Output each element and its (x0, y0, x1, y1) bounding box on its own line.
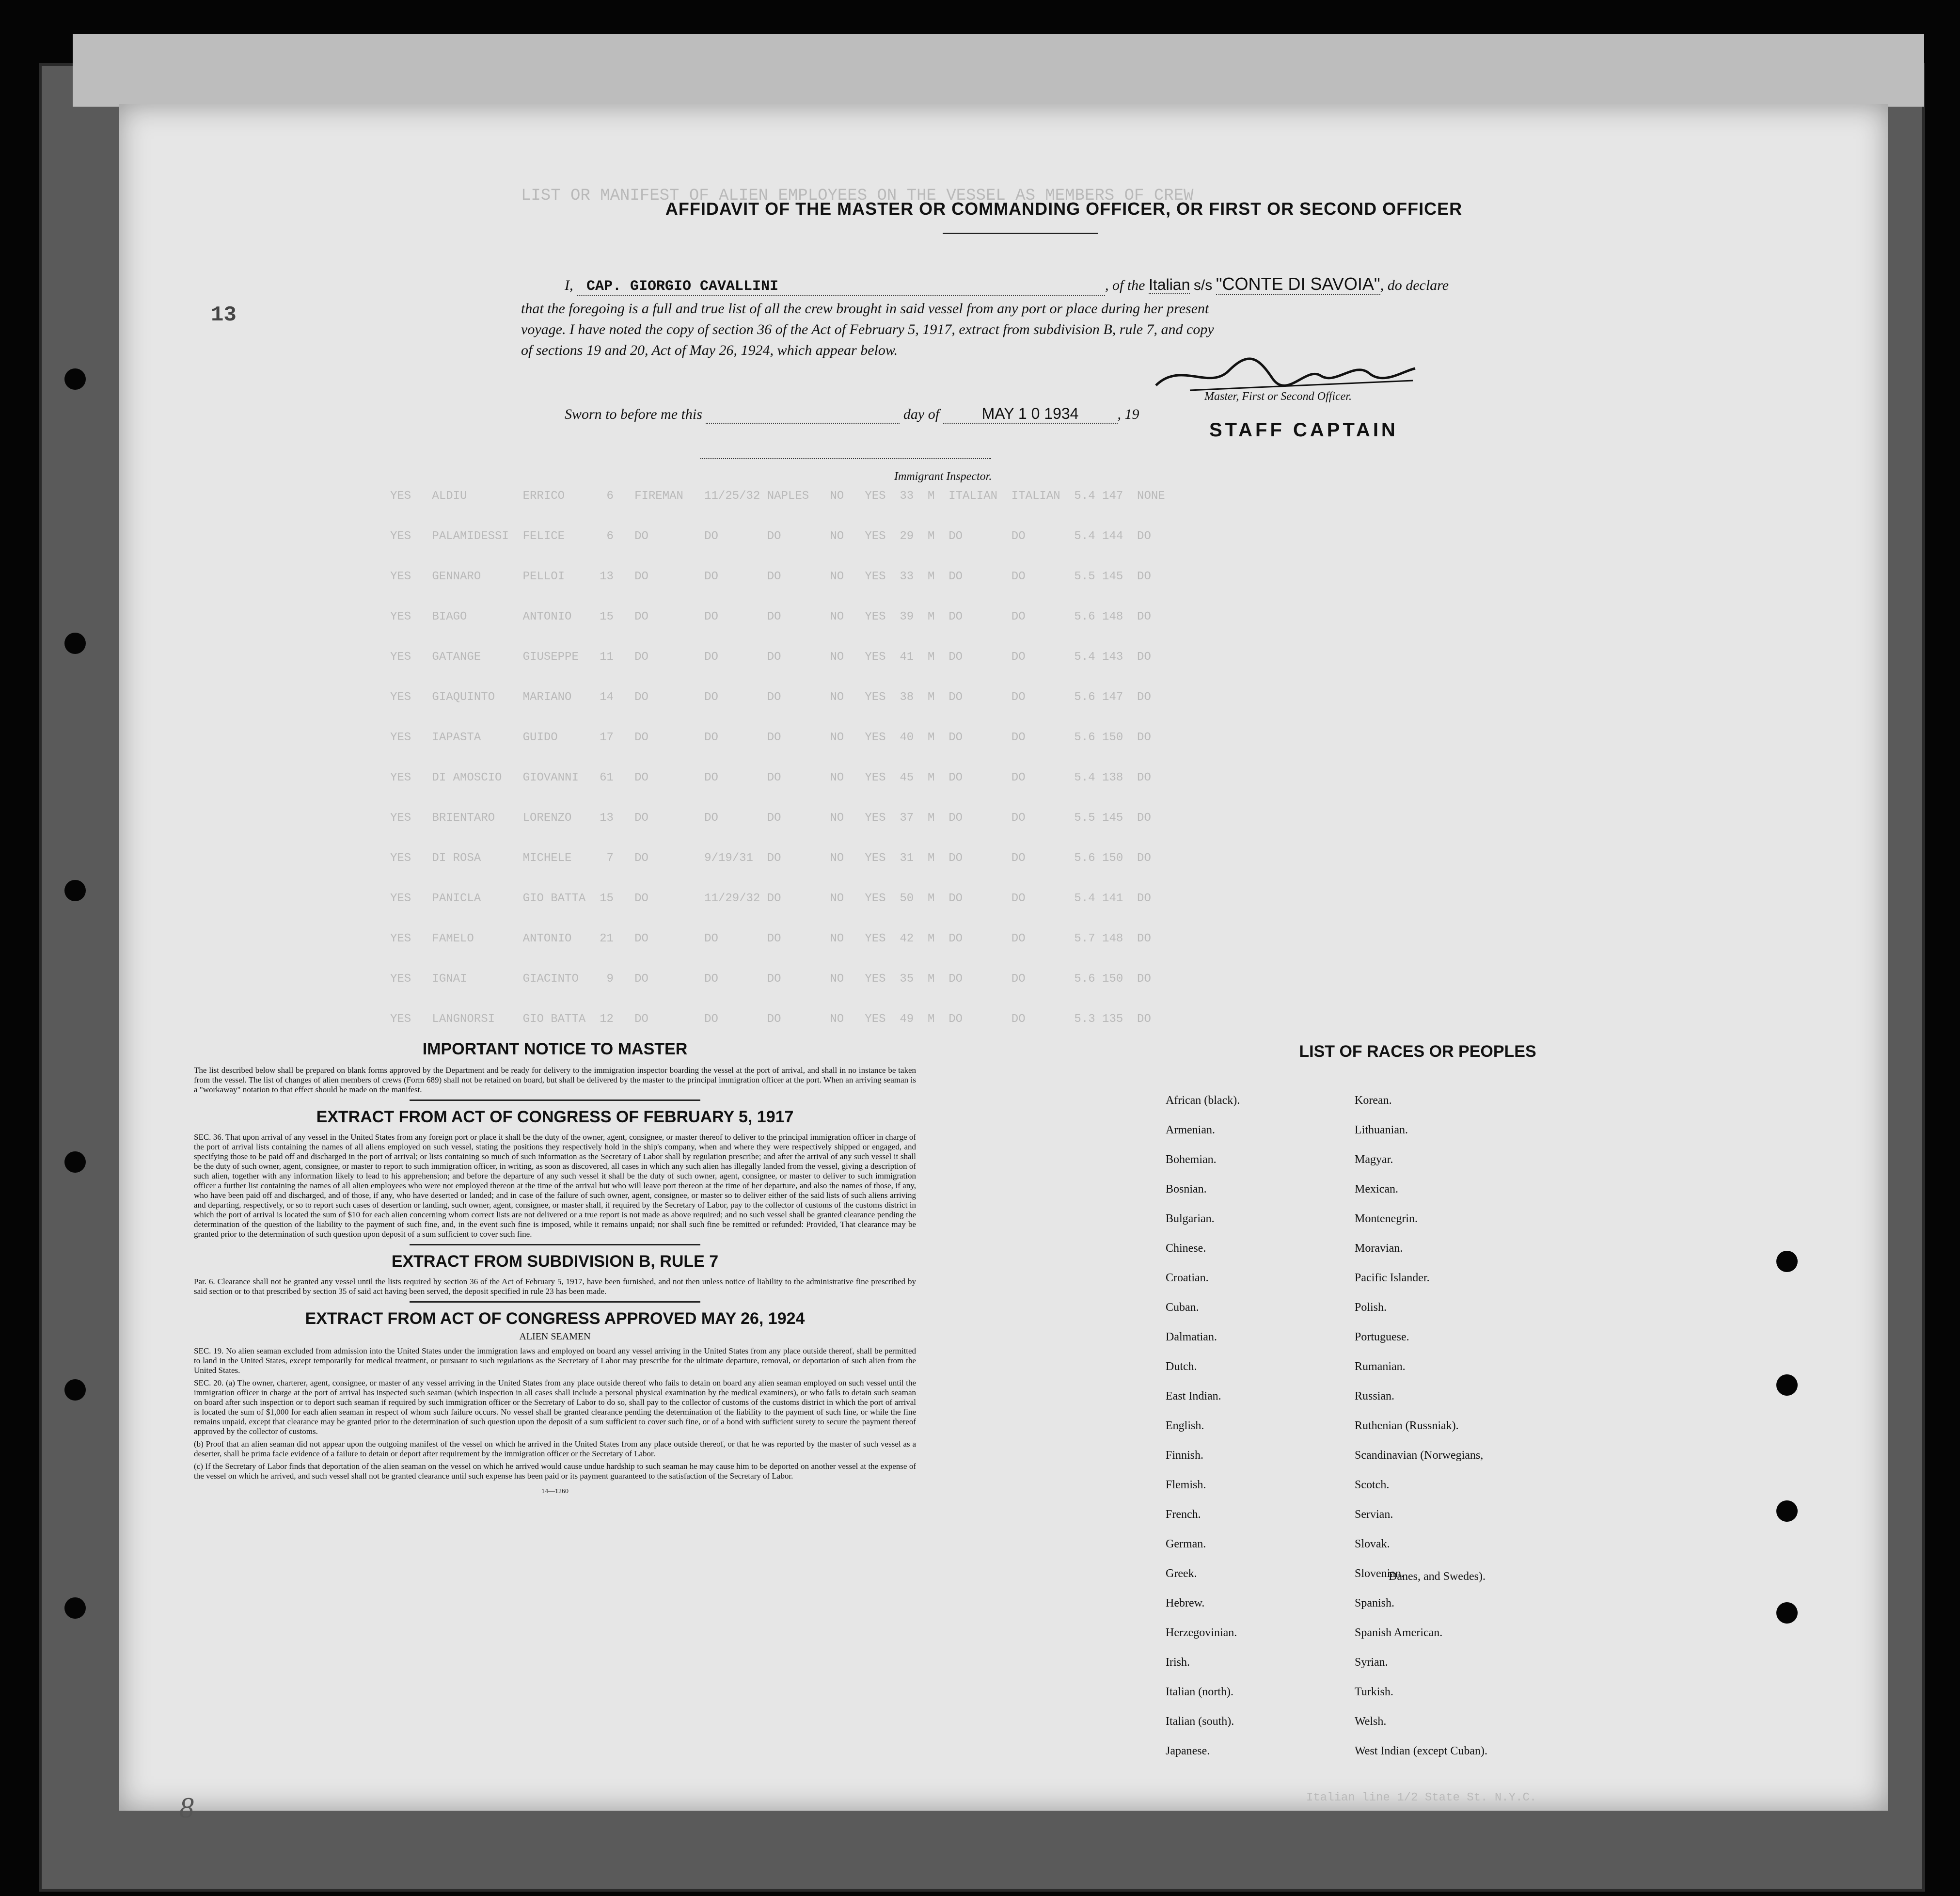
punch-hole (64, 880, 86, 901)
date-stamp: MAY 1 0 1934 (943, 405, 1118, 424)
race-item: Croatian. (1166, 1272, 1209, 1284)
notice-column (194, 1040, 916, 1496)
vessel-name: "CONTE DI SAVOIA" (1216, 274, 1380, 294)
race-item: Finnish. (1166, 1449, 1204, 1462)
punch-hole (64, 1379, 86, 1401)
bleed-row: YES GATANGE GIUSEPPE 11 DO DO DO NO YES 41 M DO DO 5.4 143 DO (390, 651, 1151, 664)
rule7-text: Par. 6. Clearance shall not be granted any vessel until the lists required by section 36 of the Act of February 5, 1917, have been furnished, and not then unless notice of liability to the administrative fine prescribed by said section or to that prescribed by section 35 of said act having been served, the deposit specified in rule 23 has been made. (194, 1277, 916, 1296)
bleed-row: YES GENNARO PELLOI 13 DO DO DO NO YES 33 M DO DO 5.5 145 DO (390, 570, 1151, 583)
race-item: Bosnian. (1166, 1183, 1207, 1195)
race-item: Spanish. (1355, 1597, 1395, 1609)
pencil-mark: 8 (179, 1792, 194, 1824)
punch-hole (64, 1597, 86, 1619)
race-item: French. (1166, 1508, 1201, 1521)
race-item: Hebrew. (1166, 1597, 1205, 1609)
bleed-rows (390, 490, 1844, 1053)
bleed-row: YES DI AMOSCIO GIOVANNI 61 DO DO DO NO YES 45 M DO DO 5.4 138 DO (390, 771, 1151, 784)
race-item: Cuban. (1166, 1301, 1199, 1314)
race-item: Portuguese. (1355, 1331, 1409, 1343)
race-item: Mexican. (1355, 1183, 1398, 1195)
nationality: Italian (1149, 276, 1190, 293)
alien-seamen-subtitle: ALIEN SEAMEN (519, 1331, 591, 1342)
race-item: Syrian. (1355, 1656, 1388, 1669)
race-item: Rumanian. (1355, 1360, 1406, 1373)
margin-number: 13 (211, 303, 237, 327)
race-scandinavian-cont: Danes, and Swedes). (1389, 1570, 1486, 1583)
race-item: English. (1166, 1419, 1204, 1432)
race-item: Korean. (1355, 1094, 1392, 1107)
races-left-column (1166, 1094, 1369, 1774)
race-item: East Indian. (1166, 1390, 1221, 1402)
bleed-row: YES IAPASTA GUIDO 17 DO DO DO NO YES 40 M DO DO 5.6 150 DO (390, 731, 1151, 744)
race-item: Italian (south). (1166, 1715, 1234, 1728)
race-item: Chinese. (1166, 1242, 1206, 1255)
sworn-label: Sworn to before me this (565, 406, 702, 422)
bleed-row: YES BIAGO ANTONIO 15 DO DO DO NO YES 39 M DO DO 5.6 148 DO (390, 610, 1151, 623)
race-item: African (black). (1166, 1094, 1240, 1107)
bleed-row: YES GIAQUINTO MARIANO 14 DO DO DO NO YES 38 M DO DO 5.6 147 DO (390, 691, 1151, 704)
day-blank (706, 406, 900, 424)
race-item: German. (1166, 1538, 1206, 1550)
inspector-caption: Immigrant Inspector. (894, 470, 992, 483)
race-item: Herzegovinian. (1166, 1626, 1237, 1639)
day-of: day of (903, 406, 940, 422)
punch-hole (64, 368, 86, 390)
punch-hole (1776, 1500, 1798, 1522)
race-item: Dalmatian. (1166, 1331, 1217, 1343)
race-item: Montenegrin. (1355, 1212, 1418, 1225)
race-item: Armenian. (1166, 1124, 1215, 1136)
punch-hole (64, 1151, 86, 1173)
race-item: Turkish. (1355, 1686, 1393, 1698)
extract-1924-title: EXTRACT FROM ACT OF CONGRESS APPROVED MAY 26, 1924 (305, 1309, 805, 1328)
race-item: Slovak. (1355, 1538, 1390, 1550)
notice-text: The list described below shall be prepared on blank forms approved by the Department and be ready for delivery to the immigration inspector boarding the vessel at the port of arrival, and shall in no instance be taken from the vessel. The list of changes of alien members of crews (Form 689) shall not be retained on board, but shall be delivered by the master to the principal immigration officer at the port. When an arriving seaman is a "workaway" notation to that effect should be made on the manifest. (194, 1066, 916, 1094)
punch-hole (1776, 1602, 1798, 1624)
race-item: Spanish American. (1355, 1626, 1443, 1639)
bleed-row: YES PANICLA GIO BATTA 15 DO 11/29/32 DO NO YES 50 M DO DO 5.4 141 DO (390, 892, 1151, 905)
race-item: Dutch. (1166, 1360, 1197, 1373)
of-the: , of the (1105, 277, 1145, 293)
divider (410, 1099, 700, 1101)
race-item: Scandinavian (Norwegians, (1355, 1449, 1484, 1462)
declaration-line-4: of sections 19 and 20, Act of May 26, 1924, which appear below. (521, 342, 898, 358)
sec20b-text: (b) Proof that an alien seaman did not appear upon the outgoing manifest of the vessel on which he arrived in the United States from any place outside thereof, or that he was reported by the master of such vessel as a deserter, shall be prima facie evidence of a failure to detain or deport after requirement by the immigration officer or the Secretary of Labor. (194, 1439, 916, 1458)
signature-caption: Master, First or Second Officer. (1204, 390, 1352, 403)
bleed-row: YES ALDIU ERRICO 6 FIREMAN 11/25/32 NAPLES NO YES 33 M ITALIAN ITALIAN 5.4 147 NONE (390, 490, 1165, 503)
ship-abbrev: s/s (1193, 277, 1213, 293)
sworn-line (565, 405, 1679, 424)
i-label: I, (565, 277, 573, 293)
race-item: Greek. (1166, 1567, 1197, 1580)
race-item: Servian. (1355, 1508, 1393, 1521)
race-item: Japanese. (1166, 1745, 1210, 1757)
affidavit-page (119, 104, 1888, 1824)
declaration-line-1 (565, 274, 1582, 296)
race-item: Italian (north). (1166, 1686, 1233, 1698)
divider (410, 1244, 700, 1245)
race-item: Magyar. (1355, 1153, 1393, 1166)
race-item: Scotch. (1355, 1479, 1390, 1491)
extract-1917-title: EXTRACT FROM ACT OF CONGRESS OF FEBRUARY 5, 1917 (316, 1108, 794, 1126)
races-right-column (1355, 1094, 1607, 1774)
punch-hole (1776, 1374, 1798, 1396)
master-name: CAP. GIORGIO CAVALLINI (577, 278, 1105, 296)
staff-captain-stamp: STAFF CAPTAIN (1209, 419, 1398, 441)
declaration-body (521, 298, 1587, 361)
race-item: Pacific Islander. (1355, 1272, 1430, 1284)
master-signature (1151, 351, 1423, 395)
race-item: West Indian (except Cuban). (1355, 1745, 1487, 1757)
inspector-signature-line (700, 458, 991, 459)
do-declare: , do declare (1380, 277, 1449, 293)
race-item: Polish. (1355, 1301, 1387, 1314)
race-item: Russian. (1355, 1390, 1395, 1402)
bleed-row: YES BRIENTARO LORENZO 13 DO DO DO NO YES 37 M DO DO 5.5 145 DO (390, 812, 1151, 825)
punch-hole (64, 633, 86, 654)
rule7-title: EXTRACT FROM SUBDIVISION B, RULE 7 (391, 1252, 719, 1271)
divider (410, 1301, 700, 1303)
year-prefix: , 19 (1117, 406, 1139, 422)
notice-title: IMPORTANT NOTICE TO MASTER (422, 1040, 688, 1058)
race-item: Irish. (1166, 1656, 1190, 1669)
race-item: Moravian. (1355, 1242, 1403, 1255)
underlying-page-edge (73, 34, 1924, 107)
sec19-text: SEC. 19. No alien seaman excluded from admission into the United States under the immigration laws and employed on board any vessel arriving in the United States from any place outside thereof, shall be permitted to land in the United States, except temporarily for medical treatment, or pursuant to such regulations as the Secretary of Labor may prescribe for the ultimate departure, removal, or deportation of such alien from the United States. (194, 1346, 916, 1375)
extract-1917-text: SEC. 36. That upon arrival of any vessel in the United States from any foreign port or place it shall be the duty of the owner, agent, consignee, or master thereof to deliver to the principal immigration officer in charge of the port of arrival lists containing the names of all aliens employed on such vessel, stating the positions they respectively hold in the ship's company, when and where they were respectively shipped or engaged, and specifying those to be paid off and discharged in the port of arrival; or lists containing so much of such information as the Secretary of Labor shall by regulation prescribe; and after the arrival of any such vessel it shall be the duty of such owner, agent, consignee, or master to report to such immigration officer, in writing, as soon as discovered, all cases in which any such alien has illegally landed from the vessel, giving a description of such alien, together with any information likely to lead to his apprehension; and before the departure of any such vessel it shall be the duty of such owner, agent, consignee, or master to deliver to such immigration officer a further list containing the names of all alien employees who were not employed thereon at the time of the arrival but who will leave port thereon at the time of her departure, and also the names of those, if any, who have been paid off and discharged, and of those, if any, who have deserted or landed; and in case of the failure of such owner, agent, consignee, or master so to deliver either of the said lists of such aliens arriving and departing, respectively, or so to report such cases of desertion or landing, such owner, agent, consignee, or master shall, if required by the Secretary of Labor, pay to the collector of customs of the customs district in which the port of arrival is located the sum of $10 for each alien concerning whom correct lists are not delivered or a true report is not made as above required; and no such vessel shall be granted clearance pending the determination of the question of the liability to the payment of such fine, and, in the event such fine is imposed, while it remains unpaid; nor shall such fine be remitted or refunded: Provided, That clearance may be granted prior to the determination of such question upon deposit of a sum sufficient to cover such fine. (194, 1132, 916, 1239)
race-item: Slovenian. (1355, 1567, 1404, 1580)
form-number: 14—1260 (541, 1488, 569, 1495)
bleed-row: YES LANGNORSI GIO BATTA 12 DO DO DO NO YES 49 M DO DO 5.3 135 DO (390, 1013, 1151, 1026)
affidavit-title: AFFIDAVIT OF THE MASTER OR COMMANDING OFFICER, OR FIRST OR SECOND OFFICER (665, 199, 1463, 219)
race-item: Welsh. (1355, 1715, 1387, 1728)
title-rule (943, 233, 1098, 234)
race-item: Flemish. (1166, 1479, 1206, 1491)
race-item: Lithuanian. (1355, 1124, 1408, 1136)
race-item: Bohemian. (1166, 1153, 1217, 1166)
race-item: Bulgarian. (1166, 1212, 1215, 1225)
sec20a-text: SEC. 20. (a) The owner, charterer, agent, consignee, or master of any vessel arriving in the United States from any place outside thereof who fails to detain on board any alien seaman employed on such vessel until the immigration officer in charge at the port of arrival has inspected such seaman (which inspection in all cases shall include a personal physical examination by the medical examiners), or who fails to detain such seaman on board after such inspection or to deport such seaman if required by such immigration officer or the Secretary of Labor to do so, shall pay to the collector of customs of the customs district in which the port of arrival is located the sum of $1,000 for each alien seaman in respect of whom such failure occurs. No vessel shall be granted clearance pending the determination of the liability to the payment of such fine, or while the fine remains unpaid, except that clearance may be granted prior to the determination of such question upon the deposit of a sum sufficient to cover such fine, or of a bond with sufficient surety to secure the payment thereof approved by the collector of customs. (194, 1378, 916, 1436)
sec20c-text: (c) If the Secretary of Labor finds that deportation of the alien seaman on the vessel on which he arrived would cause undue hardship to such seaman he may cause him to be deported on another vessel at the expense of the vessel on which he arrived, and such vessel shall not be granted clearance until such expense has been paid or its payment guaranteed to the satisfaction of the Secretary of Labor. (194, 1462, 916, 1481)
declaration-line-2: that the foregoing is a full and true list of all the crew brought in said vessel from any port or place during her present (521, 301, 1209, 317)
races-title: LIST OF RACES OR PEOPLES (1299, 1042, 1536, 1061)
punch-hole (1776, 1251, 1798, 1272)
bleed-row: YES DI ROSA MICHELE 7 DO 9/19/31 DO NO YES 31 M DO DO 5.6 150 DO (390, 852, 1151, 865)
bleed-row: YES PALAMIDESSI FELICE 6 DO DO DO NO YES 29 M DO DO 5.4 144 DO (390, 530, 1151, 543)
bleed-footer: Italian line 1/2 State St. N.Y.C. (1306, 1791, 1537, 1804)
bleed-header: LIST OR MANIFEST OF ALIEN EMPLOYEES ON THE VESSEL AS MEMBERS OF CREW (521, 187, 1194, 205)
declaration-line-3: voyage. I have noted the copy of section 36 of the Act of February 5, 1917, extract from subdivision B, rule 7, and copy (521, 321, 1214, 337)
race-item: Ruthenian (Russniak). (1355, 1419, 1459, 1432)
bleed-row: YES IGNAI GIACINTO 9 DO DO DO NO YES 35 M DO DO 5.6 150 DO (390, 972, 1151, 986)
bleed-row: YES FAMELO ANTONIO 21 DO DO DO NO YES 42 M DO DO 5.7 148 DO (390, 932, 1151, 945)
